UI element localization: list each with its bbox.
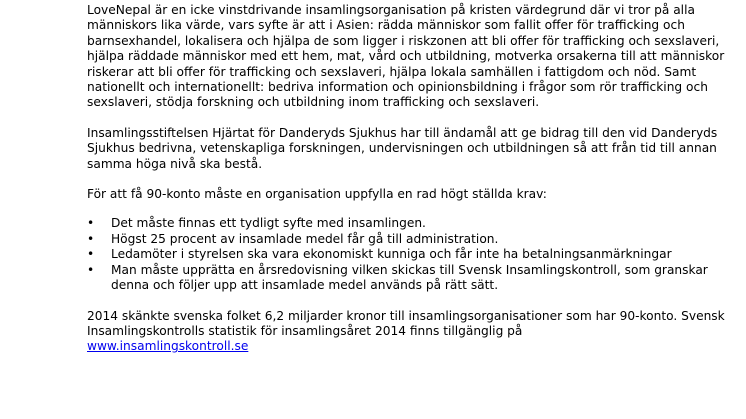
list-item xyxy=(87,216,727,231)
list-item-text: Ledamöter i styrelsen ska vara ekonomiskt kunniga och får inte ha betalningsanmärkningar xyxy=(111,247,672,262)
bullet-glyph: • xyxy=(87,231,95,246)
paragraph-statistics xyxy=(87,309,727,355)
bullet-glyph: • xyxy=(87,216,95,231)
list-item-text: Högst 25 procent av insamlade medel får gå till administration. xyxy=(111,231,499,246)
paragraph-hjartat: Insamlingsstiftelsen Hjärtat för Danderyds Sjukhus har till ändamål att ge bidrag till den vid Danderyds Sjukhus bedrivna, vetenskapliga forskningen, undervisningen och utbildningen så att från tid till annan samma höga nivå ska bestå. xyxy=(87,125,718,171)
statistics-text: 2014 skänkte svenska folket 6,2 miljarder kronor till insamlingsorganisationer som har 90-konto. Svensk Insamlingskontrolls statistik för insamlingsåret 2014 finns tillgänglig på xyxy=(87,308,725,338)
paragraph-lovenepal: LoveNepal är en icke vinstdrivande insamlingsorganisation på kristen värdegrund där vi tror på alla människors lika värde, vars syfte är att i Asien: rädda människor som fallit offer för trafficking och barnsexhandel, lokalisera och hjälpa de som ligger i riskzonen att bli offer för trafficking och sexslaveri, hjälpa räddade människor med ett hem, mat, vård och utbildning, motverka orsakerna till att människor riskerar att bli offer för trafficking och sexslaveri, hjälpa lokala samhällen i fattigdom och nöd. Samt nationellt och internationellt: bedriva information och opinionsbildning i frågor som rör trafficking och sexslaveri, stödja forskning och utbildning inom trafficking och sexslaveri. xyxy=(87,3,725,110)
document-body xyxy=(87,3,727,355)
list-item xyxy=(87,247,727,262)
list-item-text: Man måste upprätta en årsredovisning vilken skickas till Svensk Insamlingskontroll, som granskar denna och följer upp att insamlade medel används på rätt sätt. xyxy=(111,262,708,293)
paragraph-requirements-intro: För att få 90-konto måste en organisation uppfylla en rad högt ställda krav: xyxy=(87,187,547,202)
list-item xyxy=(87,232,727,247)
requirements-list xyxy=(87,216,727,293)
bullet-glyph: • xyxy=(87,247,95,262)
insamlingskontroll-link[interactable]: www.insamlingskontroll.se xyxy=(87,339,249,354)
bullet-glyph: • xyxy=(87,262,95,277)
list-item xyxy=(87,263,727,294)
list-item-text: Det måste finnas ett tydligt syfte med insamlingen. xyxy=(111,216,426,231)
